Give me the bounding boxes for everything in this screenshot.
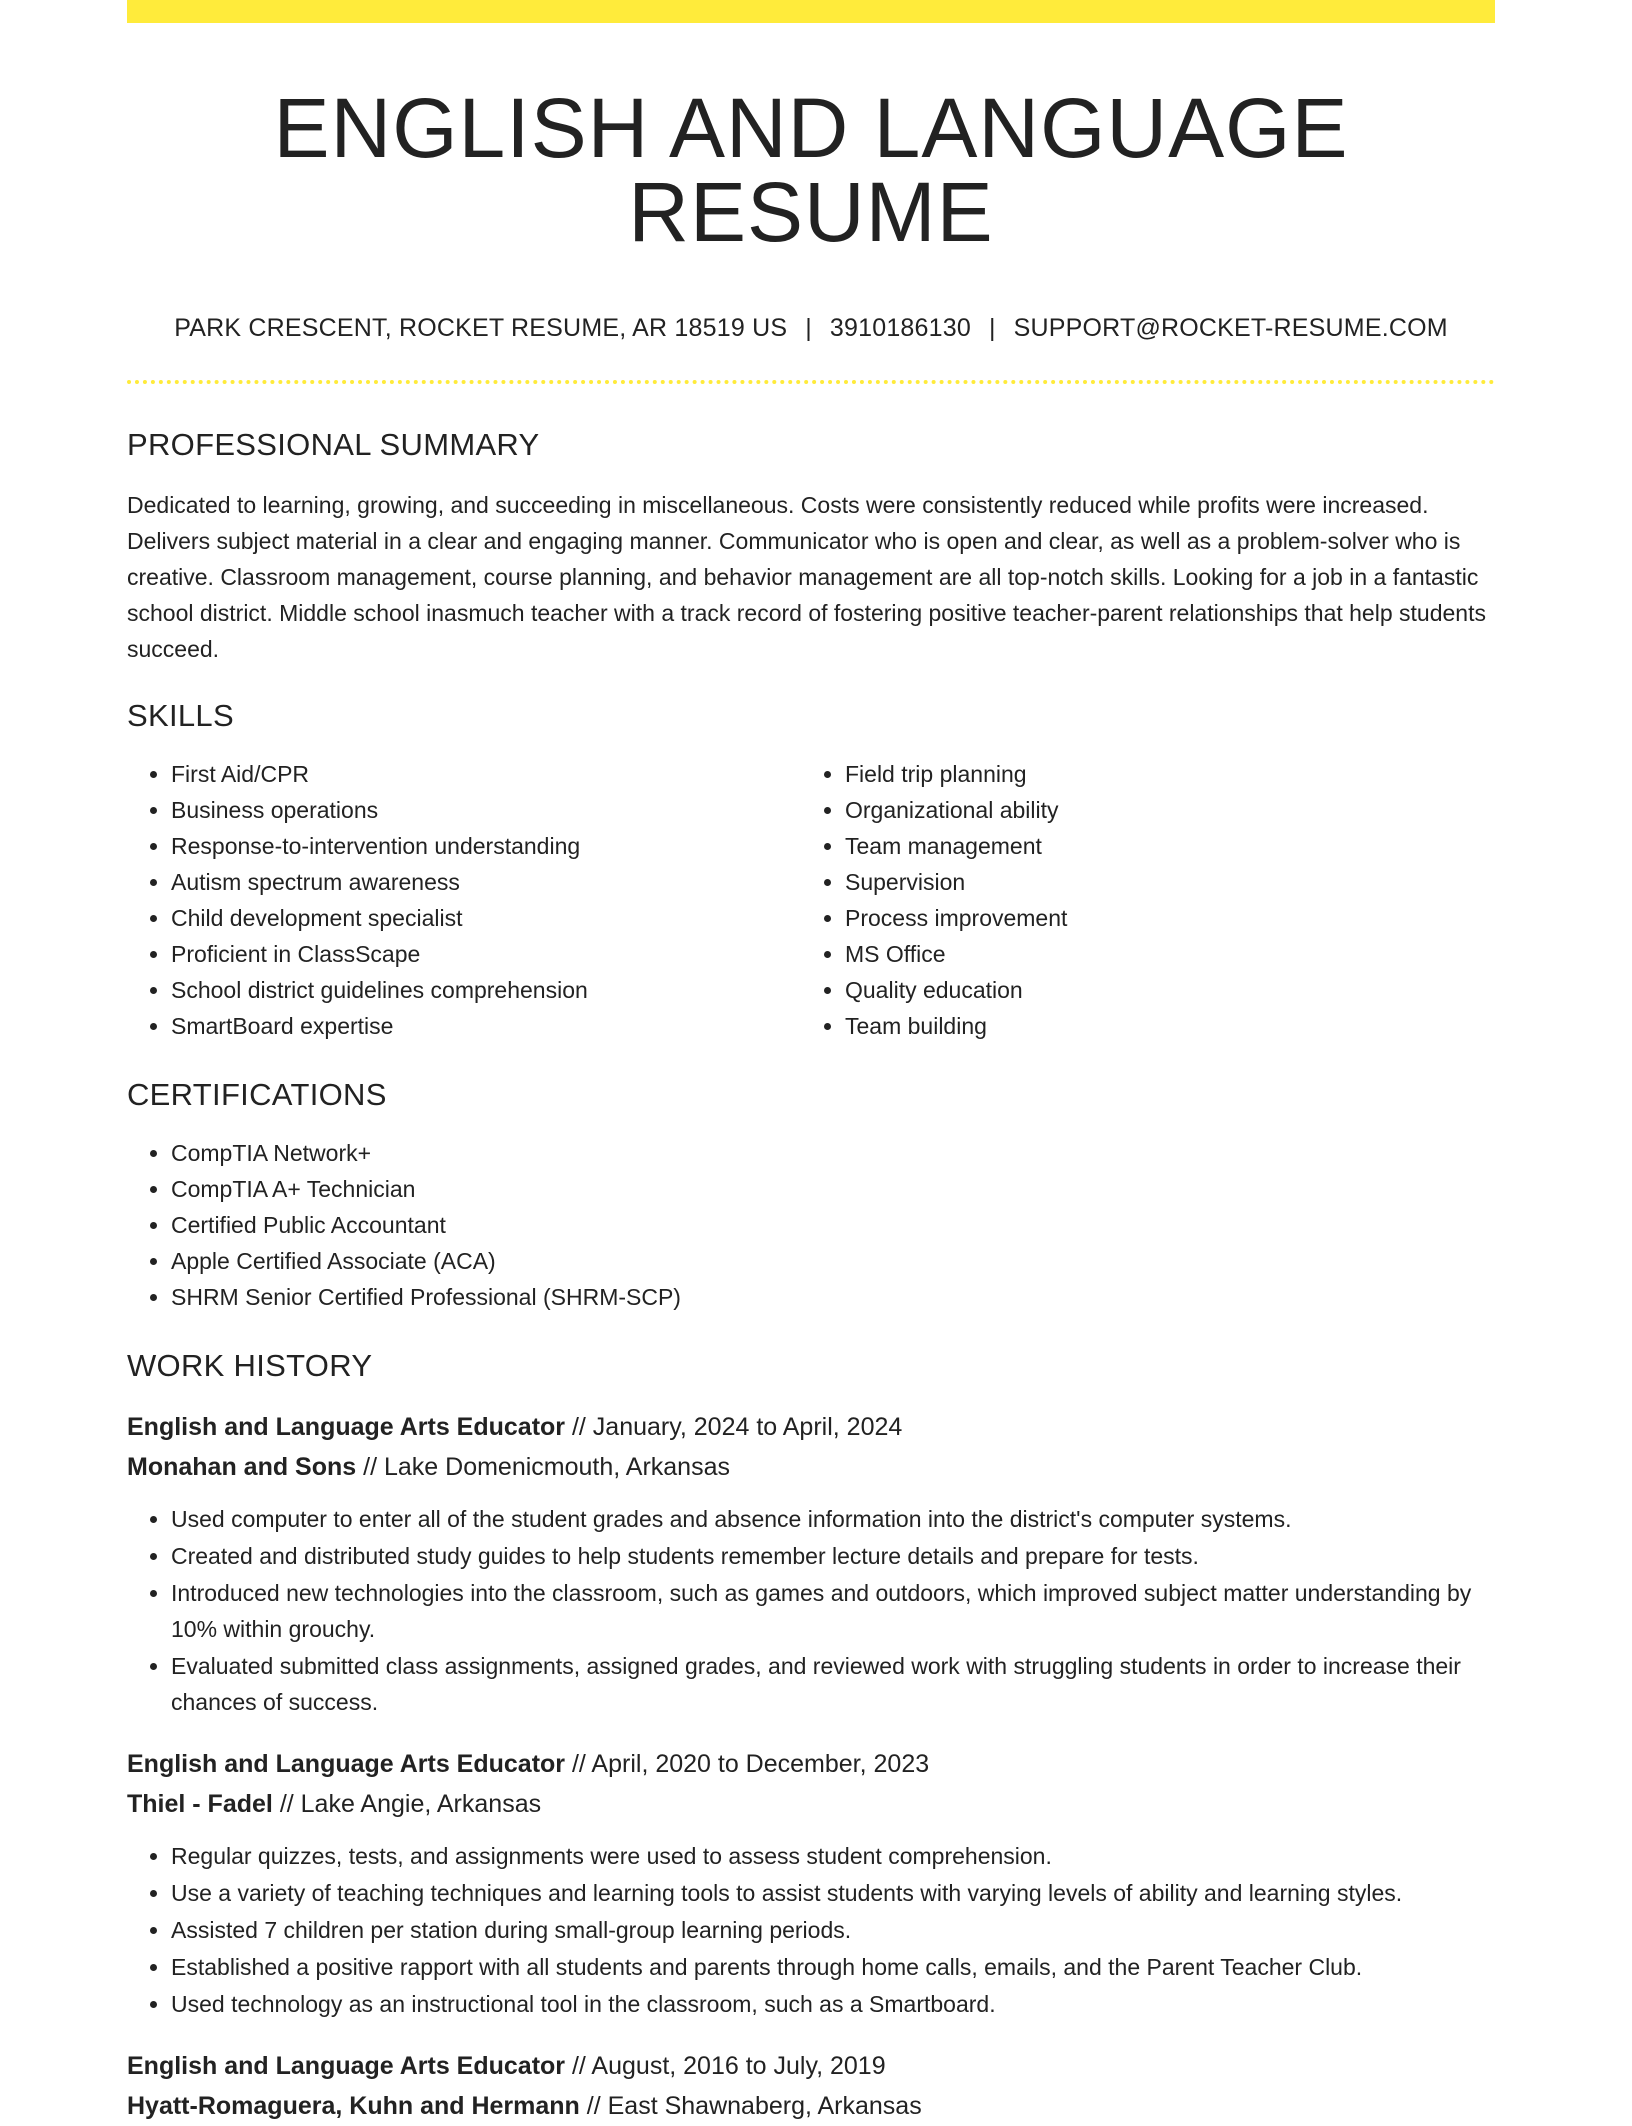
skill-item: • Autism spectrum awareness — [171, 864, 801, 900]
job-dates: // January, 2024 to April, 2024 — [571, 1413, 903, 1441]
job-title-line — [127, 1407, 1495, 1447]
contact-separator: | — [988, 314, 996, 342]
job-duty: • Regular quizzes, tests, and assignments were used to assess student comprehension. — [171, 1838, 1495, 1874]
job-duty: • Evaluated submitted class assignments, assigned grades, and reviewed work with struggling students in order to increase their chances of success. — [171, 1648, 1495, 1720]
job-title-line — [127, 1744, 1495, 1784]
skill-item: • MS Office — [845, 936, 1475, 972]
certification-item: • CompTIA A+ Technician — [171, 1171, 1495, 1207]
skills-heading: SKILLS — [127, 698, 234, 733]
skill-item: • Team management — [845, 828, 1475, 864]
job-duty: • Used technology as an instructional tool in the classroom, such as a Smartboard. — [171, 1986, 1495, 2022]
certification-item: • SHRM Senior Certified Professional (SHRM-SCP) — [171, 1279, 1495, 1315]
certification-item: • CompTIA Network+ — [171, 1135, 1495, 1171]
contact-email: SUPPORT@ROCKET-RESUME.COM — [1013, 314, 1448, 342]
certification-item: • Certified Public Accountant — [171, 1207, 1495, 1243]
resume-title: ENGLISH AND LANGUAGE RESUME — [273, 81, 1349, 259]
skill-item: • Organizational ability — [845, 792, 1475, 828]
contact-line — [127, 314, 1495, 343]
job-company-line — [127, 1447, 1495, 1487]
skill-item: • School district guidelines comprehension — [171, 972, 801, 1008]
header-divider — [127, 380, 1495, 384]
job-entry — [127, 2046, 1495, 2126]
job-duty: • Established a positive rapport with all students and parents through home calls, emails, and the Parent Teacher Club. — [171, 1949, 1495, 1985]
job-duties-list — [127, 1838, 1495, 2022]
summary-heading: PROFESSIONAL SUMMARY — [127, 427, 540, 462]
top-accent-bar — [127, 0, 1495, 23]
contact-address: PARK CRESCENT, ROCKET RESUME, AR 18519 US — [174, 314, 788, 342]
job-dates: // August, 2016 to July, 2019 — [571, 2052, 886, 2080]
skills-column-right — [801, 756, 1475, 1044]
skill-item: • Process improvement — [845, 900, 1475, 936]
job-duty: • Created and distributed study guides to help students remember lecture details and prepare for tests. — [171, 1538, 1495, 1574]
job-duty: • Assisted 7 children per station during small-group learning periods. — [171, 1912, 1495, 1948]
job-title-line — [127, 2046, 1495, 2086]
job-duties-list — [127, 1501, 1495, 1720]
job-company: Hyatt-Romaguera, Kuhn and Hermann — [127, 2092, 580, 2120]
job-location: // East Shawnaberg, Arkansas — [586, 2092, 922, 2120]
job-title: English and Language Arts Educator — [127, 2052, 566, 2080]
resume-page — [127, 0, 1495, 2126]
job-company: Monahan and Sons — [127, 1453, 357, 1481]
contact-phone: 3910186130 — [829, 314, 971, 342]
job-duty: • Introduced new technologies into the classroom, such as games and outdoors, which improved subject matter understanding by 10% within grouchy. — [171, 1575, 1495, 1647]
job-location: // Lake Domenicmouth, Arkansas — [363, 1453, 730, 1481]
job-entry — [127, 1744, 1495, 2022]
contact-separator: | — [805, 314, 812, 342]
skill-item: • Proficient in ClassScape — [171, 936, 801, 972]
job-company-line — [127, 1784, 1495, 1824]
job-company: Thiel - Fadel — [127, 1790, 273, 1818]
skill-item: • Business operations — [171, 792, 801, 828]
skill-item: • Supervision — [845, 864, 1475, 900]
skills-column-left — [127, 756, 801, 1044]
job-duty: • Used computer to enter all of the student grades and absence information into the district's computer systems. — [171, 1501, 1495, 1537]
job-company-line — [127, 2086, 1495, 2126]
job-dates: // April, 2020 to December, 2023 — [571, 1750, 930, 1778]
job-title: English and Language Arts Educator — [127, 1413, 566, 1441]
skill-item: • SmartBoard expertise — [171, 1008, 801, 1044]
skill-item: • Response-to-intervention understanding — [171, 828, 801, 864]
job-entry — [127, 1407, 1495, 1720]
summary-text: Dedicated to learning, growing, and succeeding in miscellaneous. Costs were consistently reduced while profits were increased. Delivers subject material in a clear and engaging manner. Communicator who is open and clear, as well as a problem-solver who is creative. Classroom management, course planning, and behavior management are all top-notch skills. Looking for a job in a fantastic school district. Middle school inasmuch teacher with a track record of fostering positive teacher-parent relationships that help students succeed. — [127, 492, 1486, 662]
certifications-heading: CERTIFICATIONS — [127, 1077, 387, 1112]
skill-item: • Quality education — [845, 972, 1475, 1008]
skill-item: • Field trip planning — [845, 756, 1475, 792]
skill-item: • First Aid/CPR — [171, 756, 801, 792]
job-duty: • Use a variety of teaching techniques and learning tools to assist students with varying levels of ability and learning styles. — [171, 1875, 1495, 1911]
skills-grid — [127, 756, 1495, 1044]
job-title: English and Language Arts Educator — [127, 1750, 566, 1778]
job-location: // Lake Angie, Arkansas — [279, 1790, 542, 1818]
work-history-heading: WORK HISTORY — [127, 1348, 373, 1383]
certification-item: • Apple Certified Associate (ACA) — [171, 1243, 1495, 1279]
certifications-list — [127, 1135, 1495, 1315]
skill-item: • Child development specialist — [171, 900, 801, 936]
skill-item: • Team building — [845, 1008, 1475, 1044]
